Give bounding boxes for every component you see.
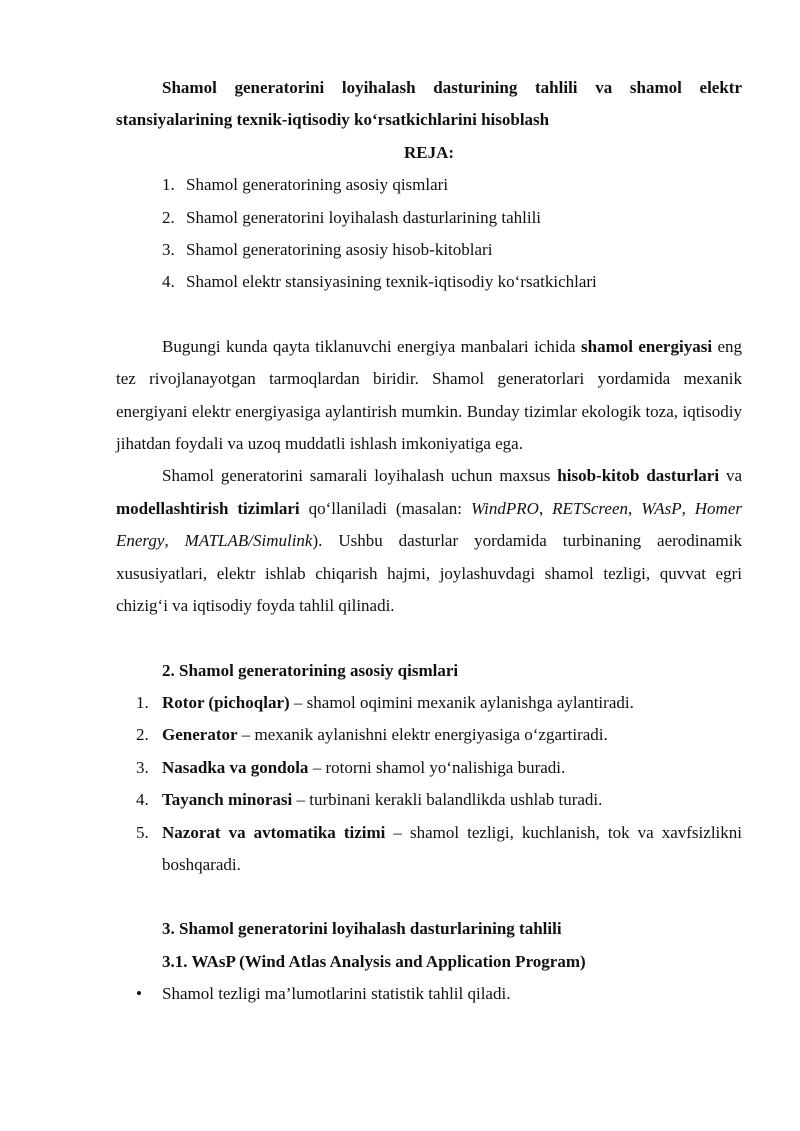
spacer xyxy=(116,299,742,331)
parts-item: 4. Tayanch minorasi – turbinani kerakli balandlikda ushlab turadi. xyxy=(136,790,603,810)
parts-item: 2. Generator – mexanik aylanishni elektr energiyasiga o‘zgartiradi. xyxy=(136,725,608,745)
intro-paragraph: Bugungi kunda qayta tiklanuvchi energiya manbalari ichida shamol energiyasi eng tez rivojlanayotgan tarmoqlardan biridir. Shamol generatorlari yordamida mexanik energiyani elektr energiyasiga aylantirish mumkin. Bunday tizimlar ekologik toza, iqtisodiy jihatdan foydali va uzoq muddatli ishlash imkoniyatiga ega. xyxy=(116,336,743,454)
parts-list xyxy=(116,687,742,881)
plan-item: 3. Shamol generatorining asosiy hisob-kitoblari xyxy=(162,240,493,260)
section-3-heading: 3. Shamol generatorini loyihalash dasturlarining tahlili xyxy=(162,919,562,939)
plan-item: 1. Shamol generatorining asosiy qismlari xyxy=(162,175,449,195)
plan-item: 2. Shamol generatorini loyihalash dasturlarining tahlili xyxy=(162,207,542,227)
section-3-1-heading: 3.1. WAsP (Wind Atlas Analysis and Application Program) xyxy=(162,951,586,971)
spacer xyxy=(116,623,742,655)
document-title: Shamol generatorini loyihalash dasturining tahlili va shamol elektr stansiyalarining texnik-iqtisodiy ko‘rsatkichlarini hisoblash xyxy=(116,78,742,130)
plan-item: 4. Shamol elektr stansiyasining texnik-iqtisodiy ko‘rsatkichlari xyxy=(162,272,597,292)
section-2-heading: 2. Shamol generatorining asosiy qismlari xyxy=(162,660,459,680)
spacer xyxy=(116,881,742,913)
bullet-list xyxy=(116,978,742,1010)
parts-item: 5. Nazorat va avtomatika tizimi – shamol tezligi, kuchlanish, tok va xavfsizlikni boshqaradi. xyxy=(136,822,742,874)
document-page xyxy=(116,72,742,1011)
plan-list xyxy=(116,169,742,299)
intro-paragraph-2: Shamol generatorini samarali loyihalash uchun maxsus hisob-kitob dasturlari va modellashtirish tizimlari qo‘llaniladi (masalan: WindPRO, RETScreen, WAsP, Homer Energy, MATLAB/Simulink). Ushbu dasturlar yordamida turbinaning aerodinamik xususiyatlari, elektr ishlab chiqarish hajmi, joylashuvdagi shamol tezligi, quvvat egri chizig‘i va iqtisodiy foyda tahlil qilinadi. xyxy=(116,466,743,616)
parts-item: 1. Rotor (pichoqlar) – shamol oqimini mexanik aylanishga aylantiradi. xyxy=(136,692,634,712)
parts-item: 3. Nasadka va gondola – rotorni shamol yo‘nalishiga buradi. xyxy=(136,757,566,777)
plan-heading: REJA: xyxy=(403,142,455,162)
bullet-item: • Shamol tezligi ma’lumotlarini statistik tahlil qiladi. xyxy=(116,978,742,1010)
bullet-icon: • xyxy=(136,984,142,1004)
